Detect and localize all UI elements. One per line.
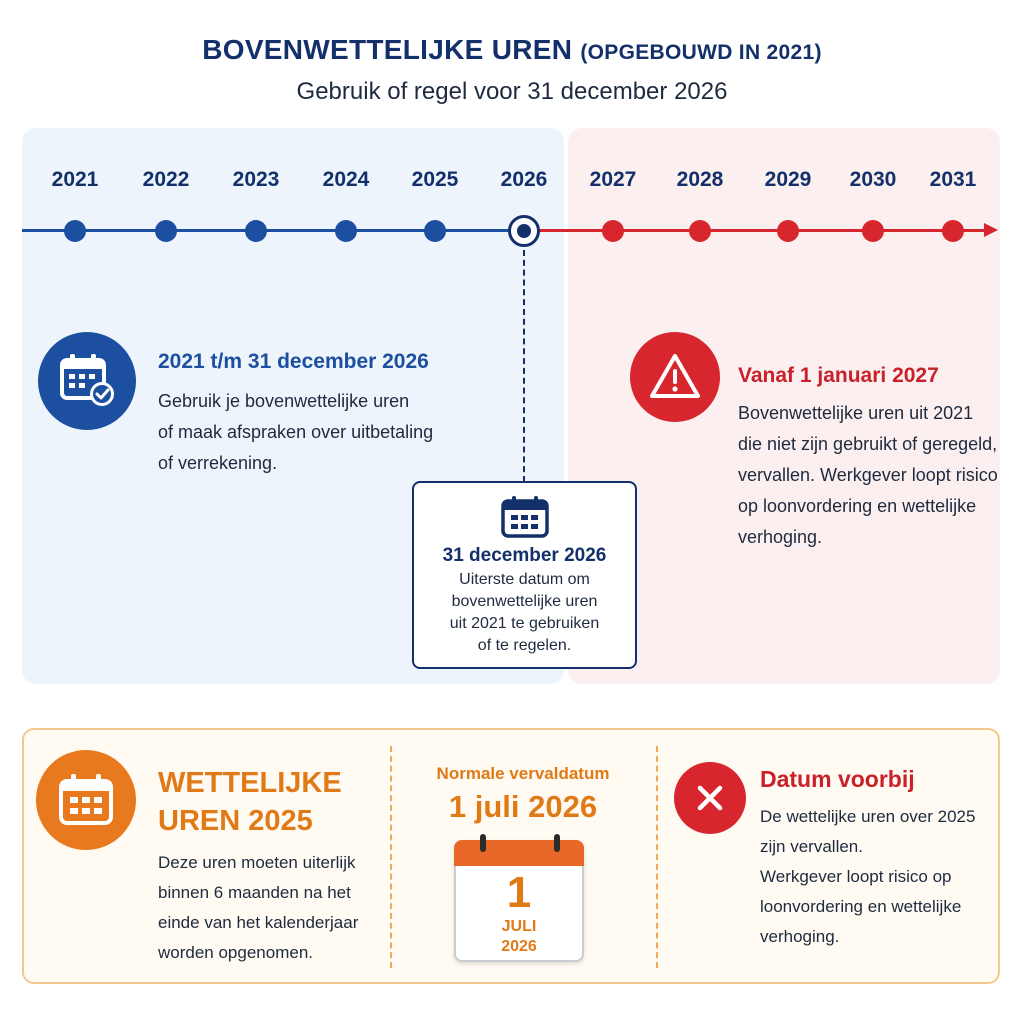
- year-label: 2030: [849, 168, 897, 191]
- text-line: verhoging.: [738, 527, 823, 547]
- deadline-connector: [523, 250, 525, 482]
- title-line: UREN 2025: [158, 805, 313, 837]
- expiry-date: 1 juli 2026: [448, 789, 598, 824]
- text-line: of verrekening.: [158, 453, 278, 473]
- expired-title: Datum voorbij: [760, 766, 915, 792]
- calendar-icon: [500, 495, 550, 544]
- text-line: verhoging.: [760, 927, 840, 946]
- year-label: 2021: [51, 168, 99, 191]
- title-line: WETTELIJKE: [158, 767, 342, 799]
- title-main: BOVENWETTELIJKE UREN: [202, 34, 573, 65]
- deadline-text: [424, 569, 625, 657]
- statutory-hours-title: [158, 764, 342, 840]
- page-subtitle: Gebruik of regel voor 31 december 2026: [296, 78, 728, 105]
- text-line: die niet zijn gebruikt of geregeld,: [738, 434, 998, 454]
- calendar-ring: [554, 834, 560, 852]
- calendar-ring: [480, 834, 486, 852]
- before-deadline-title: 2021 t/m 31 december 2026: [158, 350, 429, 373]
- text-line: of maak afspraken over uitbetaling: [158, 422, 434, 442]
- timeline-dot: [335, 220, 357, 242]
- timeline-dot: [64, 220, 86, 242]
- calendar-icon: [36, 750, 136, 850]
- text-line: of te regelen.: [477, 637, 572, 654]
- text-line: De wettelijke uren over 2025: [760, 807, 976, 826]
- year-label: 2024: [322, 168, 370, 191]
- text-line: einde van het kalenderjaar: [158, 913, 359, 932]
- text-line: binnen 6 maanden na het: [158, 883, 351, 902]
- text-line: Uiterste datum om: [459, 571, 590, 588]
- timeline-line-before: [22, 229, 522, 232]
- text-line: uit 2021 te gebruiken: [449, 615, 600, 632]
- year-label: 2022: [142, 168, 190, 191]
- divider: [656, 746, 658, 968]
- year-label: 2027: [589, 168, 637, 191]
- calendar-header: [454, 840, 584, 866]
- expiry-label: Normale vervaldatum: [436, 764, 610, 783]
- close-icon: [674, 762, 746, 834]
- timeline-dot: [942, 220, 964, 242]
- before-deadline-text: [158, 386, 433, 479]
- calendar-day: 1: [506, 868, 532, 917]
- expired-text: [760, 802, 975, 952]
- calendar-year: 2026: [501, 938, 537, 955]
- year-label: 2031: [929, 168, 977, 191]
- warning-icon: [630, 332, 720, 422]
- year-label: 2026: [500, 168, 548, 191]
- timeline-arrow-icon: [984, 223, 998, 237]
- text-line: worden opgenomen.: [158, 943, 314, 962]
- text-line: Deze uren moeten uiterlijk: [158, 853, 356, 872]
- text-line: bovenwettelijke uren: [451, 593, 598, 610]
- timeline-dot: [424, 220, 446, 242]
- timeline-dot: [155, 220, 177, 242]
- timeline-dot: [245, 220, 267, 242]
- page-title: [0, 34, 1024, 66]
- statutory-hours-text: [158, 848, 358, 968]
- text-line: vervallen. Werkgever loopt risico: [738, 465, 998, 485]
- year-label: 2029: [764, 168, 812, 191]
- timeline-dot: [602, 220, 624, 242]
- title-suffix: (OPGEBOUWD IN 2021): [580, 41, 822, 64]
- year-label: 2028: [676, 168, 724, 191]
- text-line: zijn vervallen.: [760, 837, 863, 856]
- text-line: op loonvordering en wettelijke: [738, 496, 977, 516]
- calendar-page-icon: [454, 840, 584, 962]
- calendar-check-icon: [38, 332, 136, 430]
- after-deadline-title: Vanaf 1 januari 2027: [738, 364, 939, 387]
- text-line: Werkgever loopt risico op: [760, 867, 952, 886]
- timeline-dot-current: [508, 215, 540, 247]
- timeline-dot: [689, 220, 711, 242]
- after-deadline-text: [738, 398, 998, 553]
- deadline-card: [412, 481, 637, 669]
- year-label: 2023: [232, 168, 280, 191]
- deadline-title: 31 december 2026: [442, 545, 607, 566]
- year-label: 2025: [411, 168, 459, 191]
- text-line: Gebruik je bovenwettelijke uren: [158, 391, 410, 411]
- timeline-dot: [777, 220, 799, 242]
- text-line: Bovenwettelijke uren uit 2021: [738, 403, 974, 423]
- calendar-month: JULI: [501, 918, 537, 935]
- timeline-line-after: [524, 229, 986, 232]
- text-line: loonvordering en wettelijke: [760, 897, 962, 916]
- timeline-dot: [862, 220, 884, 242]
